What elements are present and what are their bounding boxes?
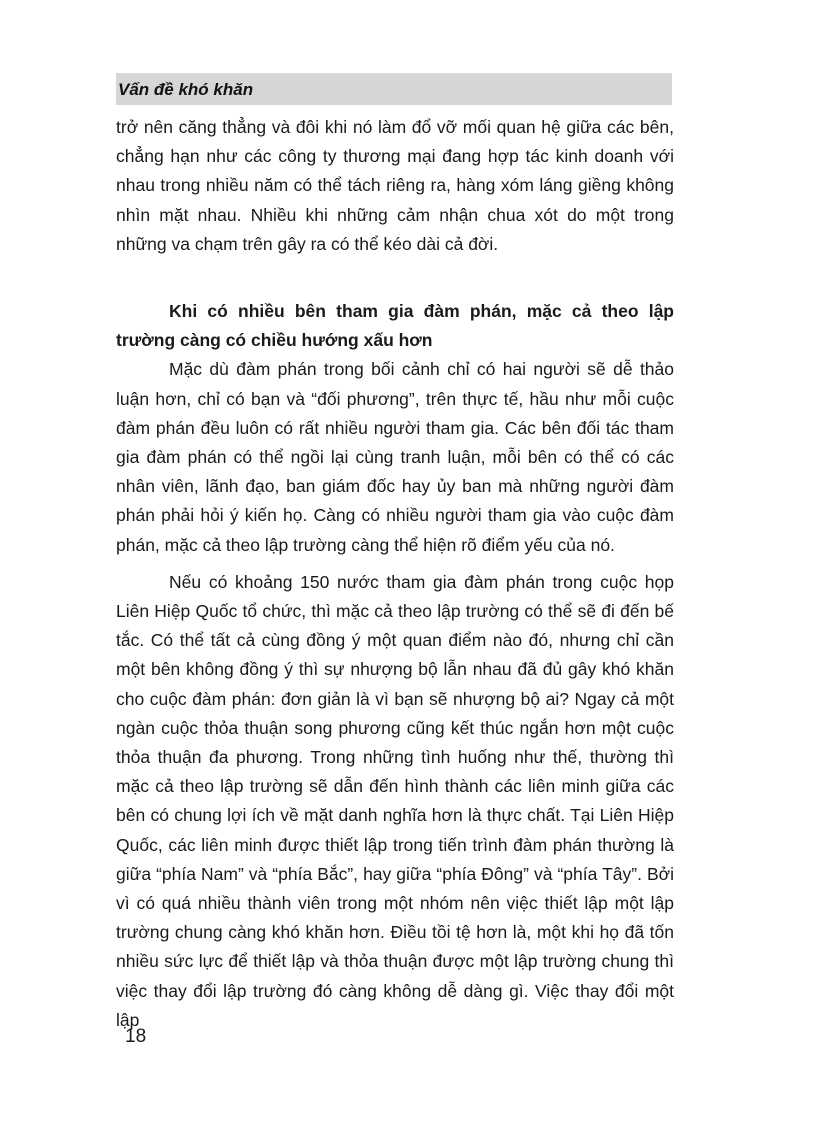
paragraph: Nếu có khoảng 150 nước tham gia đàm phán trong cuộc họp Liên Hiệp Quốc tổ chức, thì mặc cả theo lập trường có thể sẽ đi đến bế tắc. Có thể tất cả cùng đồng ý một quan điểm nào đó, nhưng chỉ cần một bên không đồng ý thì sự nhượng bộ lẫn nhau đã đủ gây khó khăn cho cuộc đàm phán: đơn giản là vì bạn sẽ nhượng bộ ai? Ngay cả một ngàn cuộc thỏa thuận song phương cũng kết thúc ngắn hơn một cuộc thỏa thuận đa phương. Trong những tình huống như thế, thường thì mặc cả theo lập trường sẽ dẫn đến hình thành các liên minh giữa các bên có chung lợi ích về mặt danh nghĩa hơn là thực chất. Tại Liên Hiệp Quốc, các liên minh được thiết lập trong tiến trình đàm phán thường là giữa “phía Nam” và “phía Bắc”, hay giữa “phía Đông” và “phía Tây”. Bởi vì có quá nhiều thành viên trong một nhóm nên việc thiết lập một lập trường chung càng khó khăn hơn. Điều tồi tệ hơn là, một khi họ đã tốn nhiều sức lực để thiết lập và thỏa thuận được một lập trường chung thì việc thay đổi lập trường đó càng không dễ dàng gì. Việc thay đổi một lập <box>116 571 674 1030</box>
page-body <box>116 113 674 1035</box>
section-header-title: Vấn đề khó khăn <box>118 80 254 99</box>
paragraph-continuation: trở nên căng thẳng và đôi khi nó làm đổ vỡ mối quan hệ giữa các bên, chẳng hạn như các công ty thương mại đang hợp tác kinh doanh với nhau trong nhiều năm có thể tách riêng ra, hàng xóm láng giềng không nhìn mặt nhau. Nhiều khi những cảm nhận chua xót do một trong những va chạm trên gây ra có thể kéo dài cả đời. <box>116 117 674 254</box>
section-heading: Khi có nhiều bên tham gia đàm phán, mặc cả theo lập trường càng có chiều hướng xấu hơn <box>116 301 674 351</box>
paragraph: Mặc dù đàm phán trong bối cảnh chỉ có hai người sẽ dễ thảo luận hơn, chỉ có bạn và “đối phương”, trên thực tế, hầu như mỗi cuộc đàm phán đều luôn có rất nhiều người tham gia. Các bên đối tác tham gia đàm phán có thể ngồi lại cùng tranh luận, mỗi bên có thể có các nhân viên, lãnh đạo, ban giám đốc hay ủy ban mà những người đàm phán phải hỏi ý kiến họ. Càng có nhiều người tham gia vào cuộc đàm phán, mặc cả theo lập trường càng thể hiện rõ điểm yếu của nó. <box>116 359 674 555</box>
page-number: 18 <box>125 1026 147 1047</box>
